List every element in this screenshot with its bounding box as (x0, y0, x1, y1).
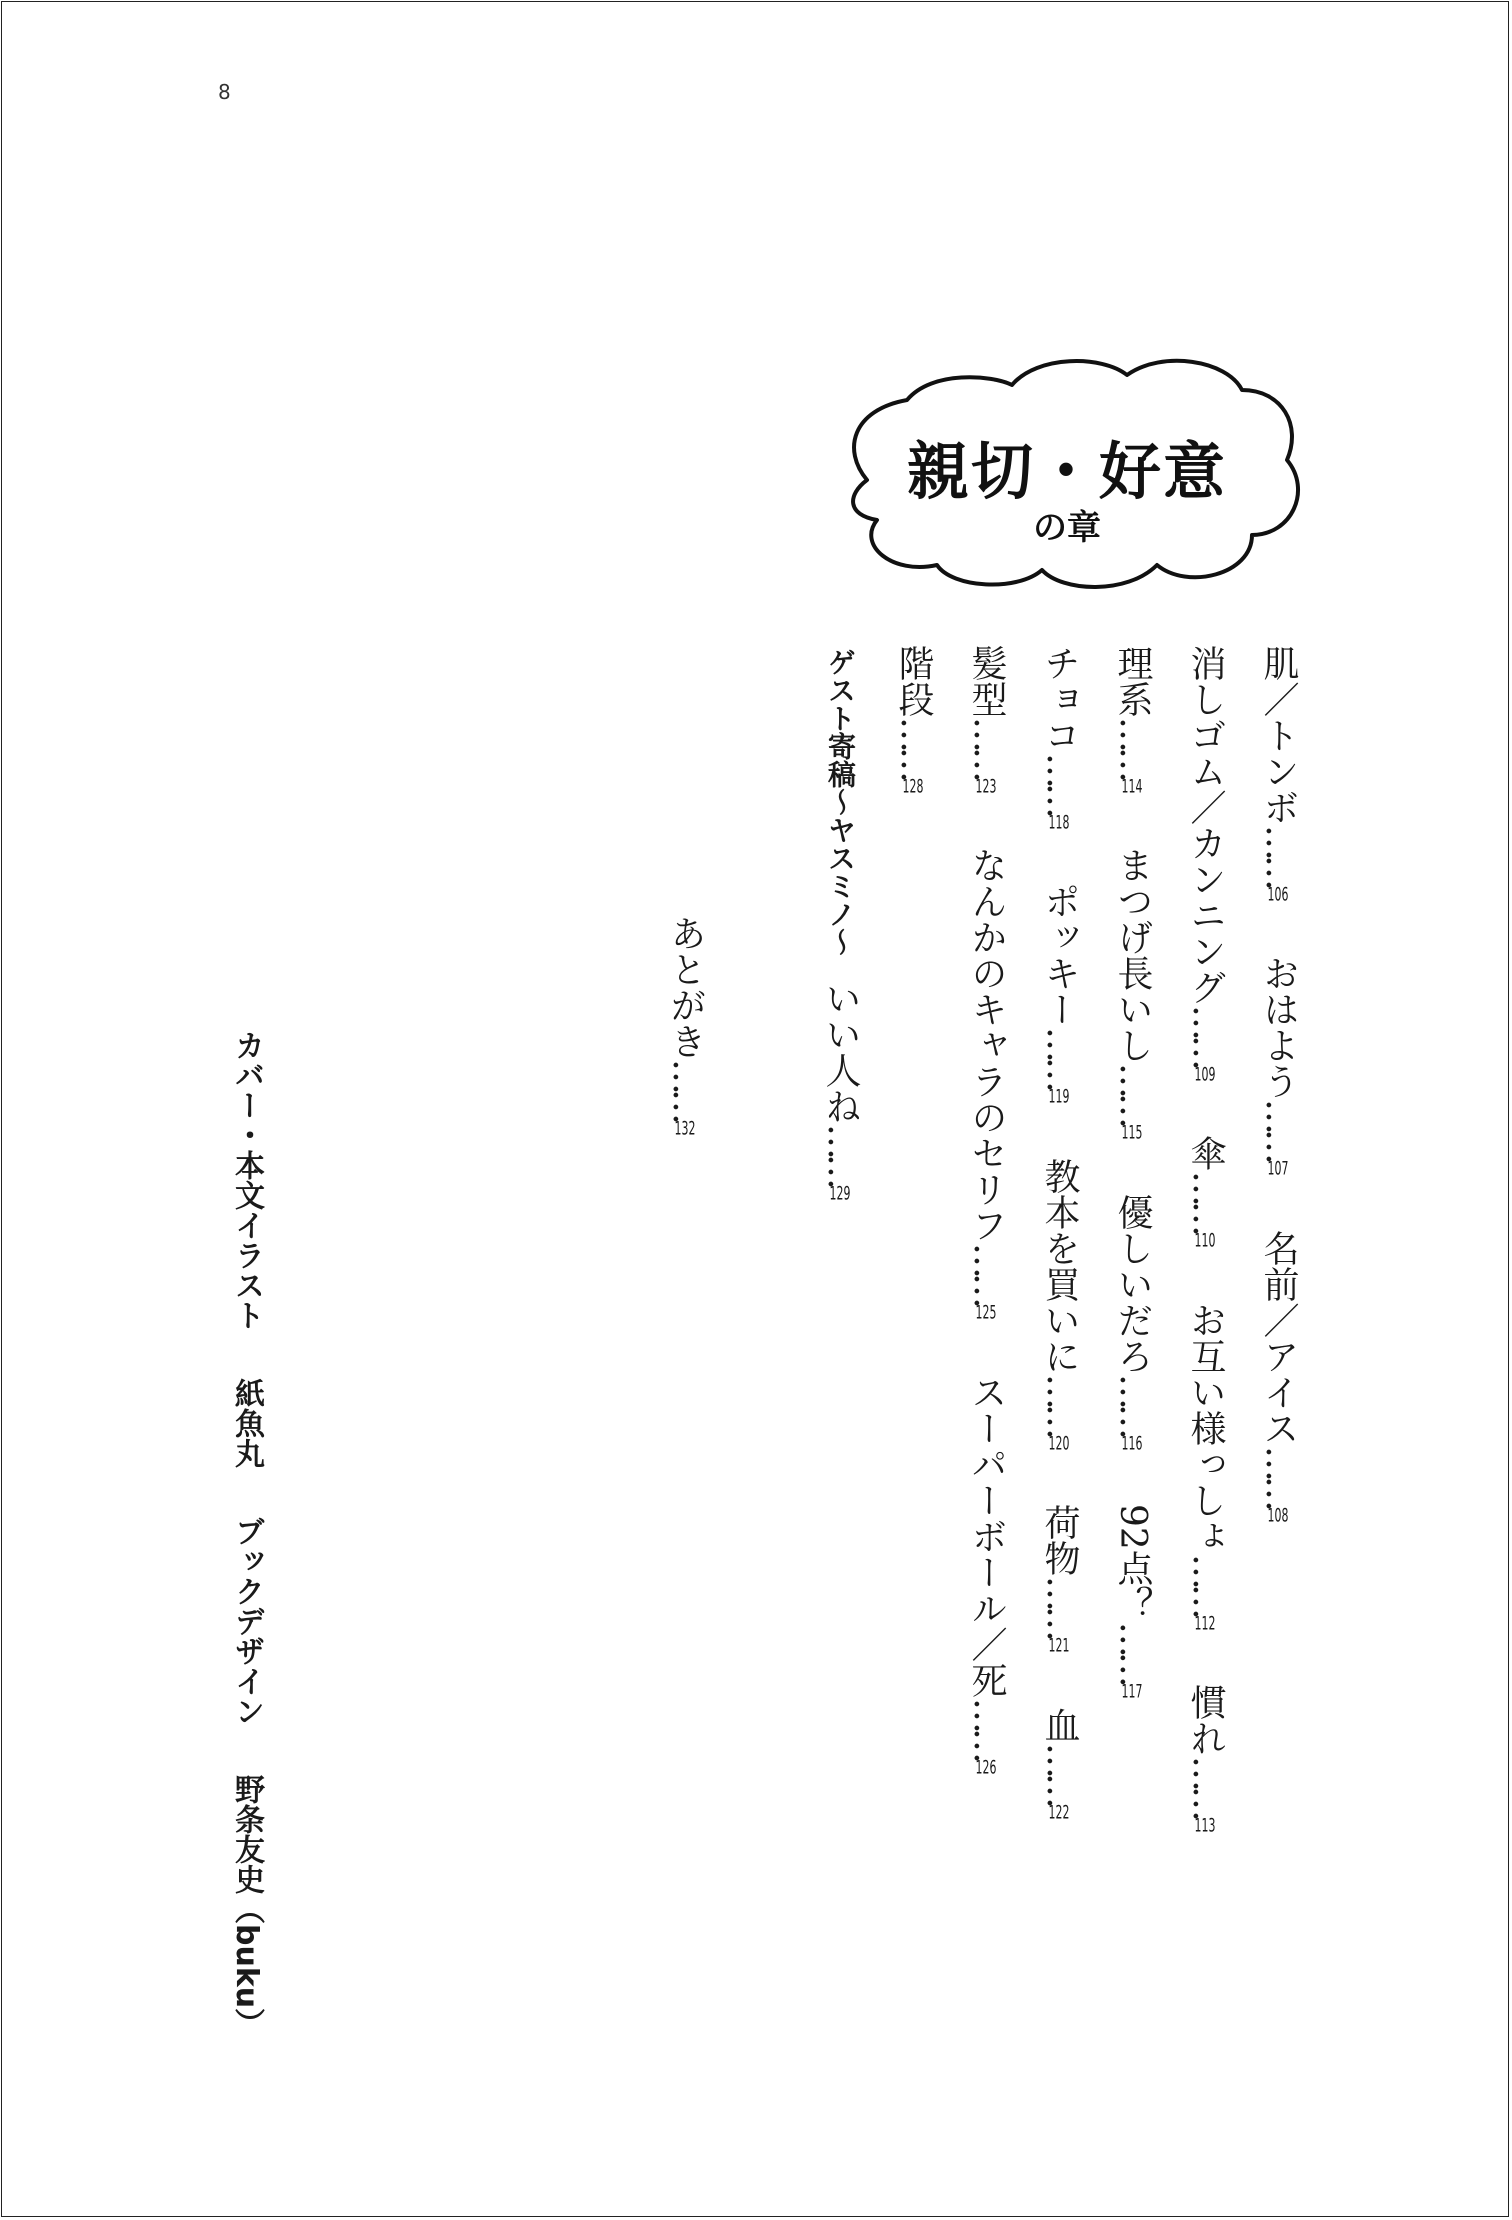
toc-entry[interactable]: 肌／トンボ……106 (1258, 645, 1299, 904)
toc-entry[interactable]: 理系……114 (1112, 645, 1153, 796)
design-credit-name: 野条友史（buku） (229, 1774, 264, 2039)
toc-entry[interactable]: 慣れ……113 (1185, 1684, 1226, 1836)
toc-entry[interactable]: 92点？……117 (1112, 1504, 1153, 1702)
toc-entry[interactable]: なんかのキャラのセリフ……125 (966, 847, 1007, 1323)
toc-afterword-column (665, 915, 705, 1138)
toc-guest-column (820, 648, 860, 1203)
toc-entry[interactable]: おはよう……107 (1258, 955, 1299, 1179)
chapter-subtitle: の章 (1033, 508, 1101, 548)
page-number: 8 (218, 80, 231, 104)
illustration-credit-label: カバー・本文イラスト (229, 1030, 264, 1330)
toc-entry[interactable]: 荷物……121 (1039, 1504, 1080, 1656)
illustration-credit-name: 紙魚丸 (229, 1378, 264, 1468)
toc-column-4 (1039, 645, 1079, 1822)
toc-column-5 (966, 645, 1006, 1777)
toc-column-6 (893, 645, 933, 796)
toc-afterword-entry[interactable]: あとがき……132 (665, 915, 706, 1138)
toc-entry[interactable]: 髪型……123 (966, 645, 1007, 796)
toc-entry[interactable]: スーパーボール／死……126 (966, 1373, 1007, 1777)
toc-column-1 (1258, 645, 1298, 1525)
toc-entry[interactable]: お互い様っしょ……112 (1185, 1301, 1226, 1633)
chapter-heading-cloud (822, 330, 1312, 610)
toc-column-3 (1112, 645, 1152, 1701)
credits (228, 1030, 264, 2038)
design-credit-label: ブックデザイン (229, 1516, 264, 1726)
toc-entry[interactable]: まつげ長いし……115 (1112, 847, 1153, 1143)
toc-entry[interactable]: 血……122 (1039, 1706, 1080, 1822)
toc-entry[interactable]: 名前／アイス……108 (1258, 1229, 1299, 1525)
toc-column-2 (1185, 645, 1225, 1835)
toc-entry[interactable]: ポッキー……119 (1039, 883, 1080, 1107)
chapter-title: 親切・好意 (906, 435, 1227, 508)
toc-entry[interactable]: 階段……128 (893, 645, 934, 796)
guest-label: ゲスト寄稿～ヤスミノ～ (824, 648, 857, 956)
toc-entry[interactable]: 傘……110 (1185, 1135, 1226, 1251)
toc-entry[interactable]: 優しいだろ……116 (1112, 1193, 1153, 1453)
toc-entry[interactable]: 教本を買いに……120 (1039, 1157, 1080, 1453)
toc-guest-entry[interactable]: ゲスト寄稿～ヤスミノ～いい人ね……129 (820, 648, 861, 1203)
toc-entry[interactable]: チョコ……118 (1039, 645, 1080, 832)
toc-entry[interactable]: 消しゴム／カンニング……109 (1185, 645, 1226, 1084)
